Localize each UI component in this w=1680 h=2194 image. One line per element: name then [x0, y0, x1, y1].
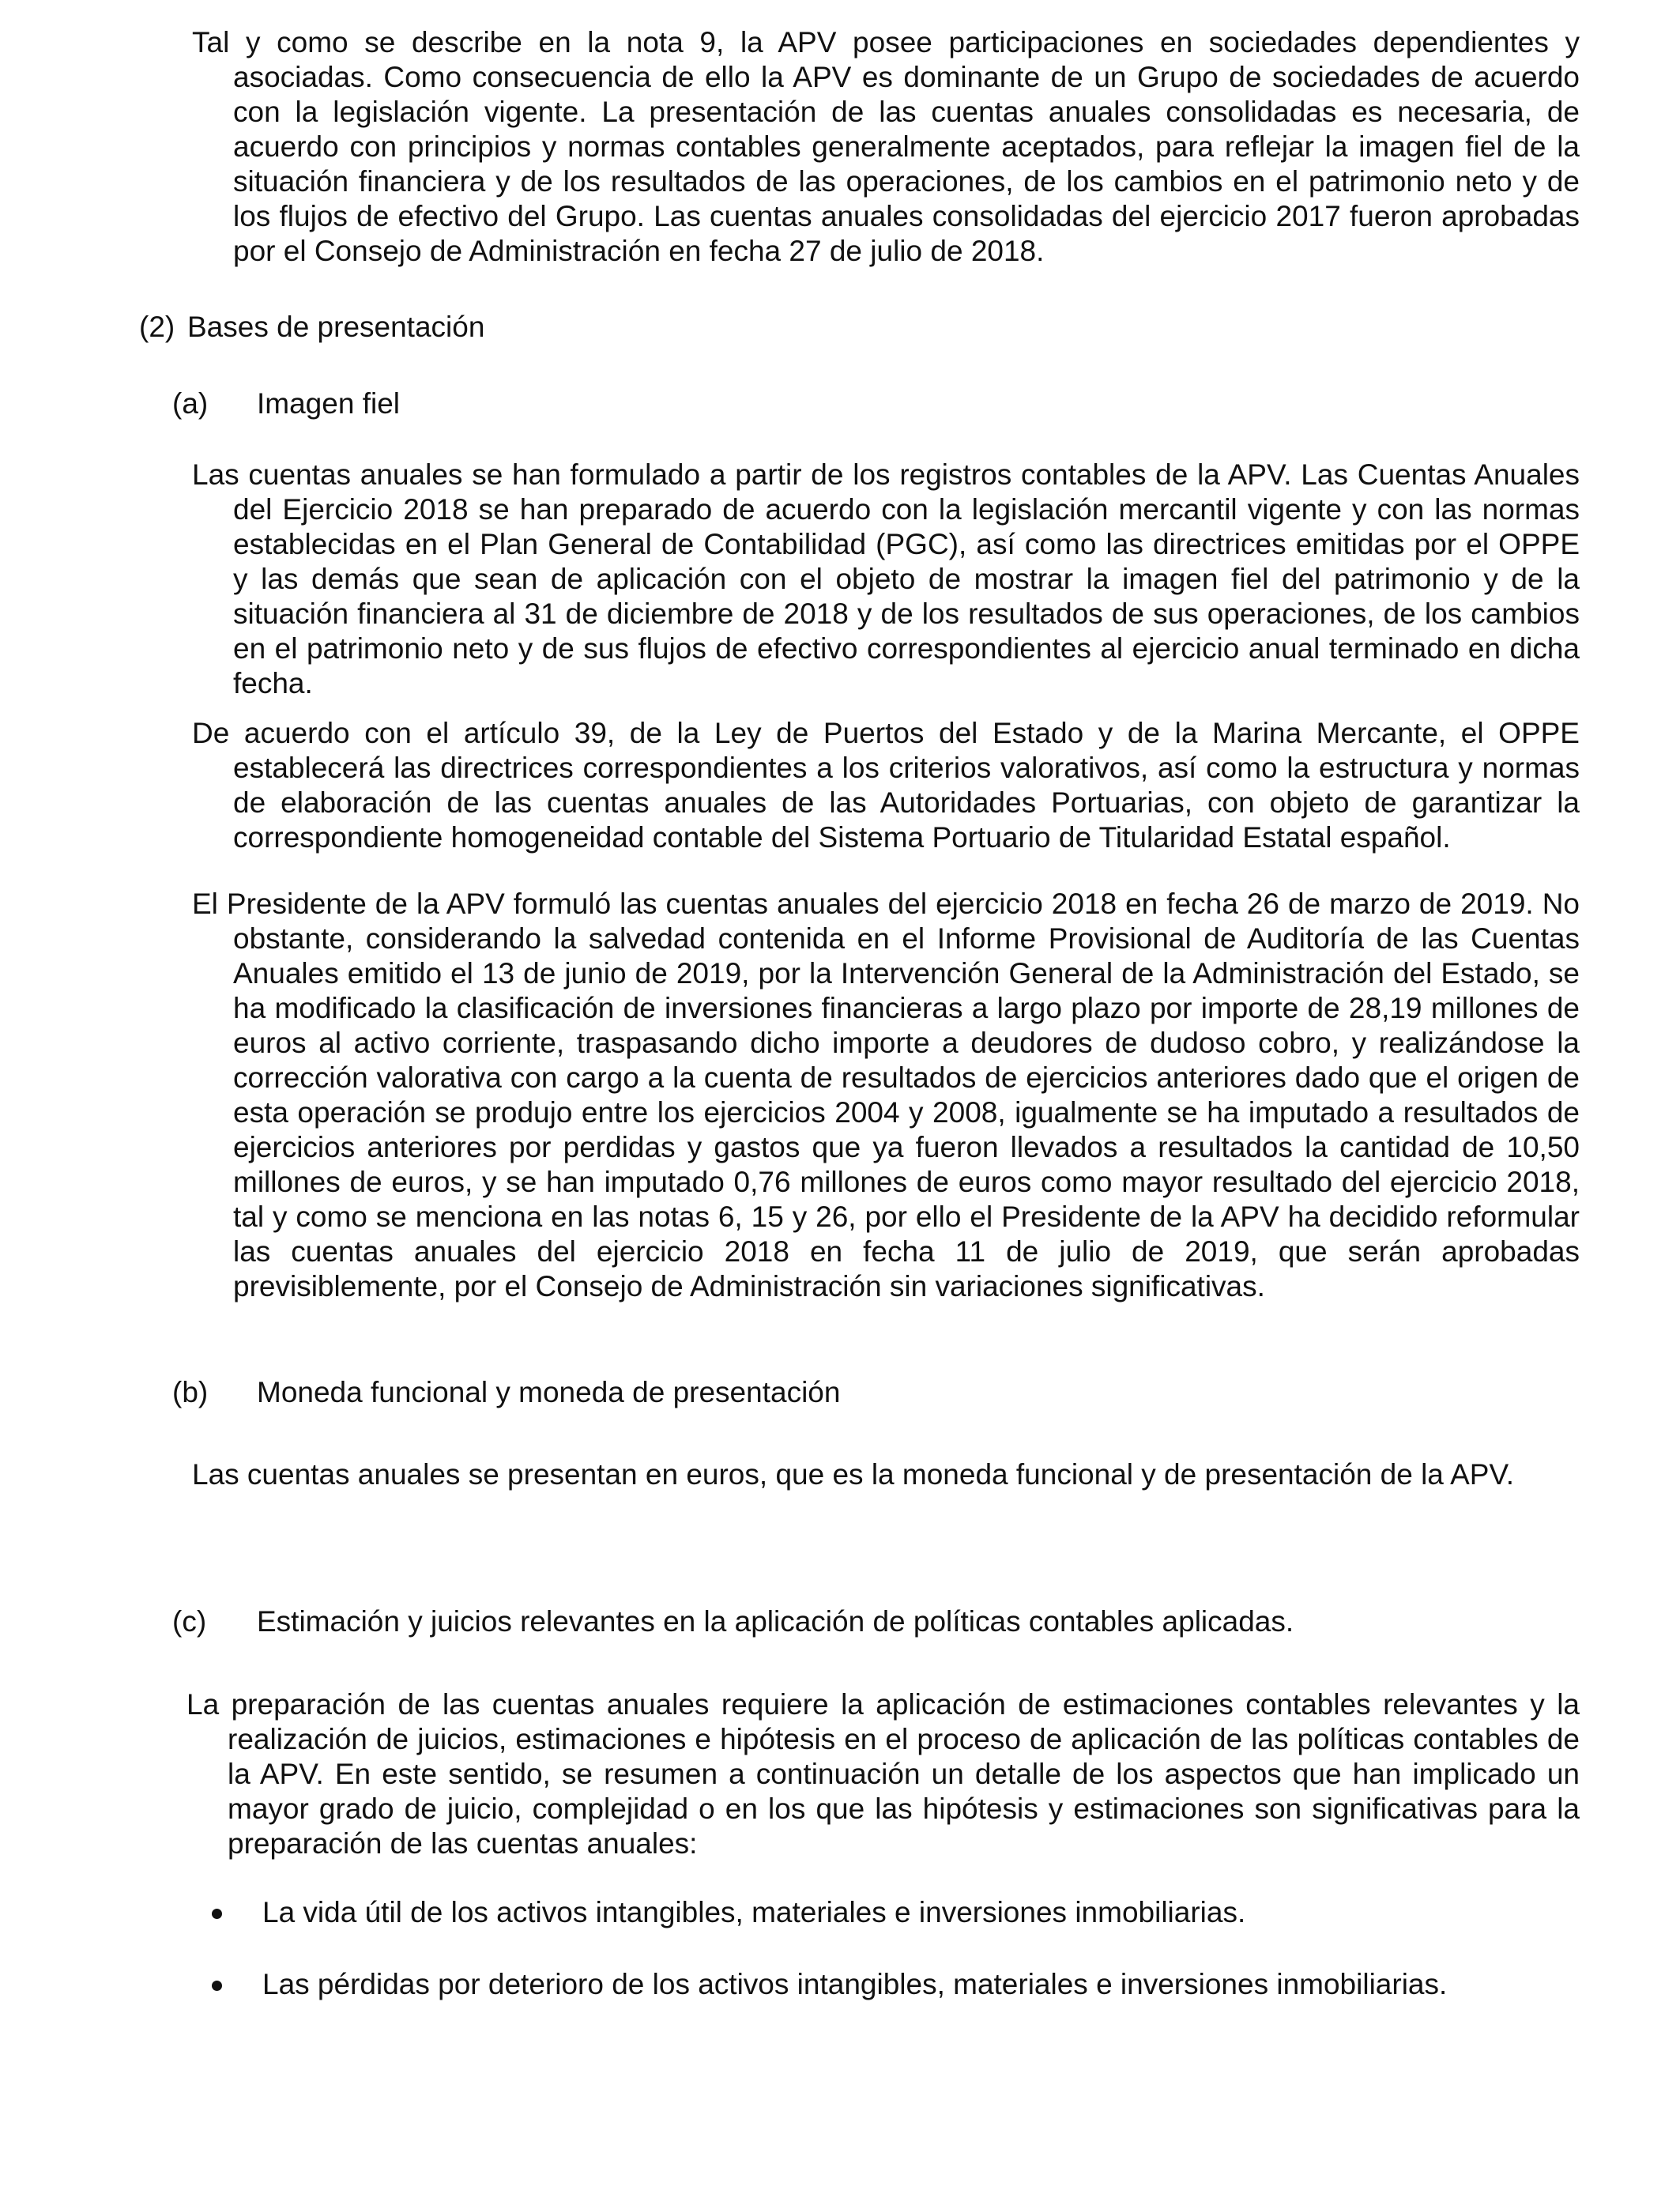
bullet-icon	[212, 1981, 222, 1991]
list-item-text: Las pérdidas por deterioro de los activos intangibles, materiales e inversiones inmobiliarias.	[262, 1968, 1448, 2000]
subsection-b-heading	[172, 1375, 1121, 1410]
subsection-a-heading	[172, 386, 804, 421]
list-item	[204, 1895, 1547, 1930]
subsection-b-label: (b)	[172, 1376, 209, 1408]
imagen-fiel-paragraph-3: El Presidente de la APV formuló las cuentas anuales del ejercicio 2018 en fecha 26 de marzo de 2019. No obstante, considerando la salvedad contenida en el Informe Provisional de Auditoría de las Cuentas Anuales emitido el 13 de junio de 2019, por la Intervención General de la Administración del Estado, se ha modificado la clasificación de inversiones financieras a largo plazo por importe de 28,19 millones de euros al activo corriente, traspasando dicho importe a deudores de dudoso cobro, y realizándose la corrección valorativa con cargo a la cuenta de resultados de ejercicios anteriores dado que el origen de esta operación se produjo entre los ejercicios 2004 y 2008, igualmente se ha imputado a resultados de ejercicios anteriores por perdidas y gastos que ya fueron llevados a resultados la cantidad de 10,50 millones de euros, y se han imputado 0,76 millones de euros como mayor resultado del ejercicio 2018, tal y como se menciona en las notas 6, 15 y 26, por ello el Presidente de la APV ha decidido reformular las cuentas anuales del ejercicio 2018 en fecha 11 de julio de 2019, que serán aprobadas previsiblemente, por el Consejo de Administración sin variaciones significativas.	[192, 888, 1580, 1302]
subsection-b-title: Moneda funcional y moneda de presentación	[257, 1376, 841, 1408]
bullet-icon	[212, 1909, 222, 1919]
intro-paragraph: Tal y como se describe en la nota 9, la APV posee participaciones en sociedades dependientes y asociadas. Como consecuencia de ello la APV es dominante de un Grupo de sociedades de acuerdo con la legislación vigente. La presentación de las cuentas anuales consolidadas es necesaria, de acuerdo con principios y normas contables generalmente aceptados, para reflejar la imagen fiel de la situación financiera y de los resultados de las operaciones, de los cambios en el patrimonio neto y de los flujos de efectivo del Grupo. Las cuentas anuales consolidadas del ejercicio 2017 fueron aprobadas por el Consejo de Administración en fecha 27 de julio de 2018.	[192, 26, 1580, 267]
imagen-fiel-paragraph-1: Las cuentas anuales se han formulado a partir de los registros contables de la APV. Las Cuentas Anuales del Ejercicio 2018 se han preparado de acuerdo con la legislación mercantil vigente y con las normas establecidas en el Plan General de Contabilidad (PGC), así como las directrices emitidas por el OPPE y las demás que sean de aplicación con el objeto de mostrar la imagen fiel del patrimonio y de la situación financiera al 31 de diciembre de 2018 y de los resultados de sus operaciones, de los cambios en el patrimonio neto y de sus flujos de efectivo correspondientes al ejercicio anual terminado en dicha fecha.	[192, 458, 1580, 699]
subsection-a-title: Imagen fiel	[257, 387, 400, 420]
estimacion-paragraph: La preparación de las cuentas anuales requiere la aplicación de estimaciones contables relevantes y la realización de juicios, estimaciones e hipótesis en el proceso de aplicación de las políticas contables de la APV. En este sentido, se resumen a continuación un detalle de los aspectos que han implicado un mayor grado de juicio, complejidad o en los que las hipótesis y estimaciones son significativas para la preparación de las cuentas anuales:	[186, 1688, 1580, 1860]
imagen-fiel-paragraph-2: De acuerdo con el artículo 39, de la Ley de Puertos del Estado y de la Marina Mercante, el OPPE establecerá las directrices correspondientes a los criterios valorativos, así como la estructura y normas de elaboración de las cuentas anuales de las Autoridades Portuarias, con objeto de garantizar la correspondiente homogeneidad contable del Sistema Portuario de Titularidad Estatal español.	[192, 717, 1580, 854]
section-number: (2)	[139, 311, 175, 343]
subsection-c-title: Estimación y juicios relevantes en la aplicación de políticas contables aplicadas.	[257, 1605, 1294, 1638]
list-item	[204, 1967, 1547, 2002]
subsection-c-heading	[172, 1604, 1437, 1639]
moneda-paragraph: Las cuentas anuales se presentan en euros, que es la moneda funcional y de presentación de la APV.	[192, 1458, 1515, 1491]
section-heading	[139, 310, 692, 345]
list-item-text: La vida útil de los activos intangibles, materiales e inversiones inmobiliarias.	[262, 1896, 1246, 1928]
subsection-c-label: (c)	[172, 1605, 207, 1638]
subsection-a-label: (a)	[172, 387, 209, 420]
section-title: Bases de presentación	[187, 311, 485, 343]
